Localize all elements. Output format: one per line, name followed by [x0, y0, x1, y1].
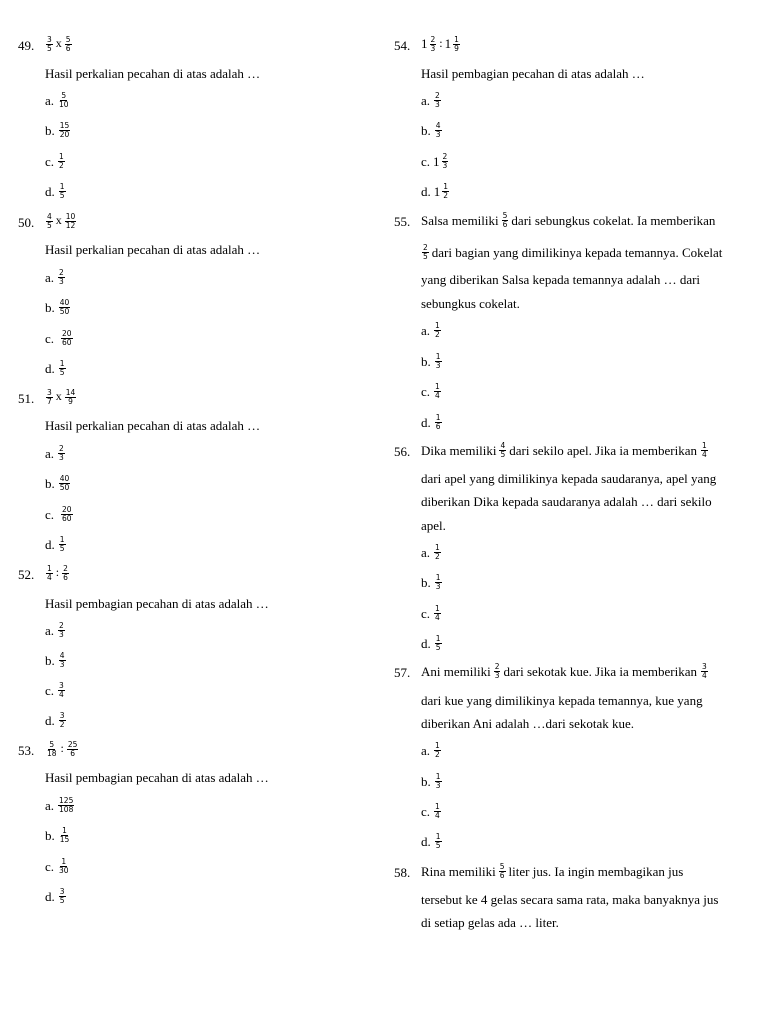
option-c[interactable]: c. 1 4	[421, 604, 440, 622]
question-prompt: Hasil perkalian pecahan di atas adalah …	[45, 418, 261, 433]
option-d[interactable]: d. 1 5	[45, 535, 65, 553]
question-prompt: Hasil pembagian pecahan di atas adalah …	[45, 596, 269, 611]
question-number: 49.	[18, 38, 35, 53]
question-number: 57.	[394, 665, 411, 680]
question-text-line: diberikan Ani adalah …dari sekotak kue.	[421, 716, 634, 731]
option-c[interactable]: c. 1 4	[421, 802, 440, 820]
option-b[interactable]: b. 15 20	[45, 121, 70, 139]
question-text-line: sebungkus cokelat.	[421, 296, 520, 311]
question-prompt: Hasil pembagian pecahan di atas adalah …	[421, 66, 645, 81]
question-number: 53.	[18, 743, 35, 758]
question-text-line: yang diberikan Salsa kepada temannya adalah … dari	[421, 272, 701, 287]
question-number: 58.	[394, 865, 411, 880]
option-a[interactable]: a. 1 2	[421, 741, 440, 759]
option-c[interactable]: c. 20 60	[45, 329, 72, 347]
option-a[interactable]: a. 125 108	[45, 796, 74, 814]
question-expression: $\frac{3}{5}$ x $\frac{5}{6}$	[47, 34, 71, 53]
option-a[interactable]: a. 5 10	[45, 91, 69, 109]
question-number: 56.	[394, 444, 411, 459]
option-b[interactable]: b. 4 3	[45, 651, 65, 669]
option-c[interactable]: c. 1 2	[45, 152, 64, 170]
question-prompt: Hasil perkalian pecahan di atas adalah …	[45, 66, 261, 81]
option-b[interactable]: b. 1 3	[421, 573, 441, 591]
option-b[interactable]: b. 1 3	[421, 352, 441, 370]
option-a[interactable]: a. 2 3	[45, 444, 64, 462]
question-text-line: di setiap gelas ada … liter.	[421, 915, 559, 930]
question-text-line: dari apel yang dimilikinya kepada saudaranya, apel yang	[421, 471, 717, 486]
option-d[interactable]: d. 1 1 2	[421, 182, 449, 200]
question-number: 55.	[394, 214, 411, 229]
question-number: 54.	[394, 38, 411, 53]
option-a[interactable]: a. 2 3	[45, 621, 64, 639]
option-b[interactable]: b. 40 50	[45, 474, 70, 492]
question-text-line: diberikan Dika kepada saudaranya adalah … dari sekilo	[421, 494, 712, 509]
question-text-line: Salsa memiliki 5 6 dari sebungkus cokelat. Ia memberikan	[421, 211, 716, 229]
option-d[interactable]: d. 1 6	[421, 413, 441, 431]
option-a[interactable]: a. 1 2	[421, 543, 440, 561]
option-d[interactable]: d. 1 5	[421, 832, 441, 850]
question-text-line: Ani memiliki 2 3 dari sekotak kue. Jika ia memberikan 3 4	[421, 662, 707, 680]
question-prompt: Hasil pembagian pecahan di atas adalah …	[45, 770, 269, 785]
option-b[interactable]: b. 1 3	[421, 772, 441, 790]
option-c[interactable]: c. 3 4	[45, 681, 64, 699]
option-a[interactable]: a. 2 3	[45, 268, 64, 286]
option-d[interactable]: d. 1 5	[421, 634, 441, 652]
question-number: 50.	[18, 215, 35, 230]
option-d[interactable]: d. 3 5	[45, 887, 65, 905]
fraction: $\frac{3}{5}$	[47, 34, 52, 53]
question-number: 51.	[18, 391, 35, 406]
option-c[interactable]: c. 1 30	[45, 857, 69, 875]
option-d[interactable]: d. 3 2	[45, 711, 65, 729]
question-text-line: apel.	[421, 518, 446, 533]
fraction: $\frac{5}{6}$	[65, 34, 71, 53]
option-c[interactable]: c. 1 2 3	[421, 152, 448, 170]
option-b[interactable]: b. 4 3	[421, 121, 441, 139]
option-a[interactable]: a. 1 2	[421, 321, 440, 339]
option-b[interactable]: b. 1 15	[45, 826, 70, 844]
question-text-line: tersebut ke 4 gelas secara sama rata, maka banyaknya jus	[421, 892, 719, 907]
question-expression: $\frac{5}{18}$ : $\frac{25}{6}$	[47, 739, 78, 758]
question-text-line: dari kue yang dimilikinya kepada temannya, kue yang	[421, 693, 703, 708]
option-b[interactable]: b. 40 50	[45, 298, 70, 316]
question-prompt: Hasil perkalian pecahan di atas adalah …	[45, 242, 261, 257]
question-number: 52.	[18, 567, 35, 582]
question-expression: 1 2 3 : 1 1 9	[421, 34, 459, 53]
question-text-line: 2 5 dari bagian yang dimilikinya kepada temannya. Cokelat	[423, 243, 723, 261]
option-a[interactable]: a. 2 3	[421, 91, 440, 109]
option-c[interactable]: c. 20 60	[45, 505, 72, 523]
option-d[interactable]: d. 1 5	[45, 182, 65, 200]
question-text-line: Rina memiliki 5 6 liter jus. Ia ingin membagikan jus	[421, 862, 684, 880]
option-d[interactable]: d. 1 5	[45, 359, 65, 377]
question-text-line: Dika memiliki 4 5 dari sekilo apel. Jika ia memberikan 1 4	[421, 441, 707, 459]
question-expression: $\frac{4}{5}$ x $\frac{10}{12}$	[47, 211, 76, 230]
question-expression: $\frac{1}{4}$ : $\frac{2}{6}$	[47, 563, 68, 582]
option-c[interactable]: c. 1 4	[421, 382, 440, 400]
question-expression: $\frac{3}{7}$ x $\frac{14}{9}$	[47, 387, 76, 406]
